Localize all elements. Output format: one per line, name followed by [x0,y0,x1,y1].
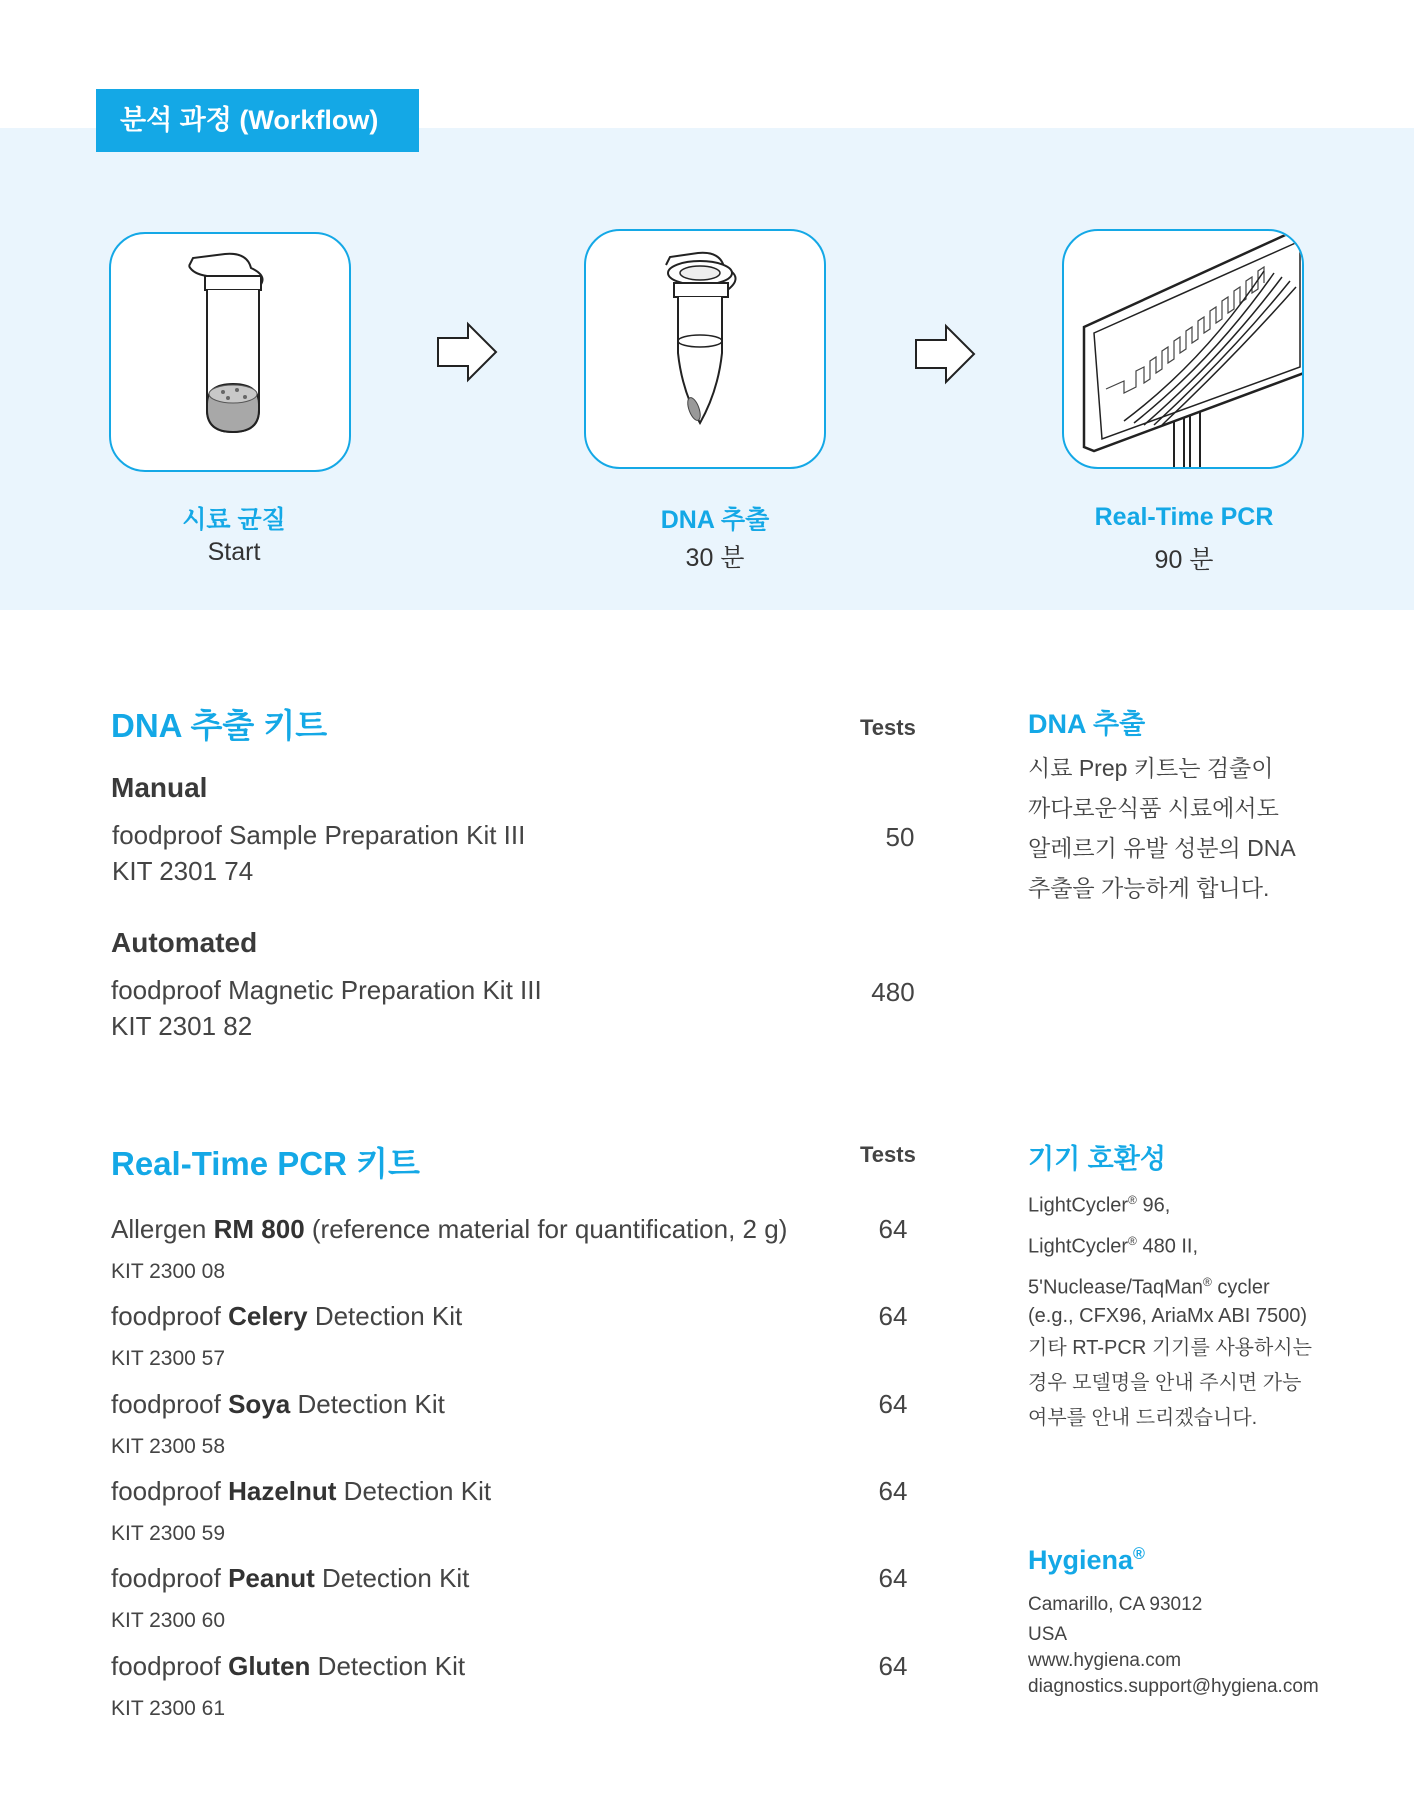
step-card-homogenize [109,232,351,472]
dna-info-line: 알레르기 유발 성분의 DNA [1028,835,1296,861]
dna-info-text [1028,748,1296,908]
automated-kit-name: foodproof Magnetic Preparation Kit III [111,975,542,1005]
pcr-tests-header: Tests [860,1142,916,1167]
compat-note [1028,1331,1312,1436]
step-subtitle-pcr: 90 분 [1154,546,1214,574]
sample-tube-icon [111,234,349,470]
compat-note-line: 경우 모델명을 안내 주시면 가능 [1028,1372,1302,1394]
compat-instrument: (e.g., CFX96, AriaMx ABI 7500) [1028,1304,1308,1327]
company-website-link[interactable]: www.hygiena.com [1028,1650,1182,1671]
manual-kit-tests: 50 [885,822,915,852]
company-email-link[interactable]: diagnostics.support@hygiena.com [1028,1676,1319,1697]
step-card-extraction [584,229,826,469]
pcr-kit-name: foodproof Gluten Detection Kit [111,1651,466,1681]
pcr-kit-name: foodproof Celery Detection Kit [111,1301,463,1331]
pcr-kit-name: foodproof Hazelnut Detection Kit [111,1476,492,1506]
dna-info-title: DNA 추출 [1028,709,1146,739]
pcr-kit-tests: 64 [878,1301,908,1331]
pcr-kit-code: KIT 2300 58 [111,1435,226,1458]
pcr-kit-code: KIT 2300 61 [111,1697,226,1720]
pcr-kit-name: foodproof Peanut Detection Kit [111,1563,470,1593]
pcr-kit-code: KIT 2300 57 [111,1347,226,1370]
compat-instrument: 5'Nuclease/TaqMan® cycler [1028,1275,1270,1299]
pcr-kit-code: KIT 2300 60 [111,1609,226,1632]
pcr-kit-code: KIT 2300 08 [111,1260,226,1283]
step-title-homogenize: 시료 균질 [182,506,286,534]
pcr-kit-name: foodproof Soya Detection Kit [111,1389,445,1419]
compat-instrument-list [1028,1183,1307,1330]
compat-note-line: 여부를 안내 드리겠습니다. [1028,1407,1258,1429]
pcr-kit-tests: 64 [878,1651,908,1681]
company-logo: Hygiena® [1028,1545,1145,1575]
arrow-right-icon [914,322,978,386]
company-address: Camarillo, CA 93012 [1028,1594,1203,1615]
step-card-pcr [1062,229,1304,469]
pcr-kit-tests: 64 [878,1563,908,1593]
pcr-monitor-icon [1064,231,1302,467]
pcr-kit-tests: 64 [878,1214,908,1244]
pcr-section-title: Real-Time PCR 키트 [111,1145,420,1182]
pcr-kit-tests: 64 [878,1389,908,1419]
company-contact [1028,1592,1319,1700]
automated-kit-code: KIT 2301 82 [111,1011,253,1041]
dna-info-line: 시료 Prep 키트는 검출이 [1028,755,1274,781]
extraction-section-title: DNA 추출 키트 [111,707,328,744]
compat-title: 기기 호환성 [1028,1144,1166,1174]
automated-heading: Automated [111,927,258,958]
dna-info-line: 추출을 가능하게 합니다. [1028,875,1270,901]
step-title-pcr: Real-Time PCR [1094,503,1274,531]
step-title-extraction: DNA 추출 [660,506,770,534]
company-country: USA [1028,1624,1068,1645]
arrow-right-icon [436,320,500,384]
manual-kit-name: foodproof Sample Preparation Kit III [112,820,526,850]
compat-instrument: LightCycler® 480 II, [1028,1233,1199,1258]
step-subtitle-extraction: 30 분 [685,544,745,572]
manual-heading: Manual [111,772,208,803]
pcr-kit-tests: 64 [878,1476,908,1506]
pcr-kit-name: Allergen RM 800 (reference material for quantification, 2 g) [111,1214,788,1244]
pcr-kit-code: KIT 2300 59 [111,1522,226,1545]
step-subtitle-homogenize: Start [207,538,261,566]
compat-instrument: LightCycler® 96, [1028,1193,1171,1217]
workflow-tag: 분석 과정 (Workflow) [96,89,419,152]
manual-kit-code: KIT 2301 74 [112,856,254,886]
dna-info-line: 까다로운식품 시료에서도 [1028,795,1279,821]
compat-note-line: 기타 RT-PCR 기기를 사용하시는 [1028,1337,1312,1359]
automated-kit-tests: 480 [871,977,915,1007]
extraction-tests-header: Tests [860,715,916,740]
microtube-icon [586,231,824,467]
